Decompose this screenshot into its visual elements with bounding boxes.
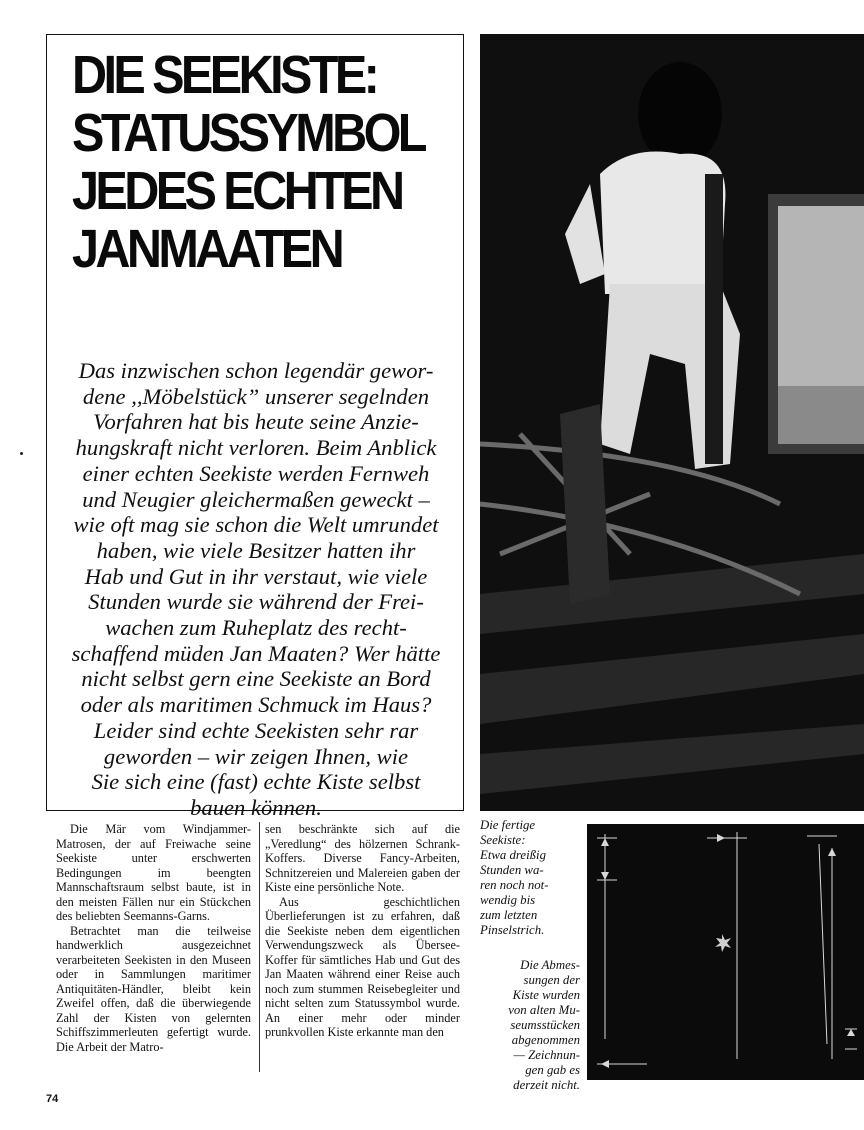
caption-line: abgenommen <box>511 1033 580 1047</box>
caption-line: Die fertige <box>480 818 536 832</box>
seekiste-photo <box>480 34 864 811</box>
page-number: 74 <box>46 1093 59 1105</box>
caption-line: wendig bis <box>480 893 536 907</box>
lead-line: bauen können. <box>190 794 322 820</box>
body-paragraph: Die Mär vom Windjammer-Matrosen, der auf Freiwache seine Seekiste unter erschwerten Bedingungen im beengten Mannschaftsraum selbst baute, ist in den meisten Fällen nur ein Stückchen des beliebten Seemanns-Garns. <box>56 822 251 923</box>
body-paragraph: sen beschränkte sich auf die „Veredlung“ des hölzernen Schrank-Koffers. Diverse Fancy-Arbeiten, Schnitzereien und Malereien gaben der Kiste eine persönliche Note. <box>265 822 460 894</box>
caption-line: — Zeichnun- <box>513 1048 580 1062</box>
body-paragraph: Aus geschichtlichen Überlieferungen ist zu erfahren, daß die Seekiste neben dem eigentlichen Verwendungszweck als Übersee-Koffer für sämtliches Hab und Gut des Jan Maaten während einer Reise auch noch zum stummen Reisebegleiter und nicht selten zum Statussymbol wurde. An einer mehr oder minder prunkvollen Kiste erkannte man den <box>265 894 460 1039</box>
body-column-2 <box>265 822 460 1040</box>
diagram-caption <box>490 958 580 1093</box>
lead-line: und Neugier gleichermaßen geweckt – <box>82 486 430 512</box>
lead-line: einer echten Seekiste werden Fernweh <box>82 460 430 486</box>
column-divider <box>259 822 260 1072</box>
lead-line: wachen zum Ruheplatz des recht- <box>105 615 407 641</box>
lead-line: dene ,,Möbelstück” unserer segelnden <box>82 383 430 409</box>
caption-line: seumsstücken <box>510 1018 580 1032</box>
lead-line: Vorfahren hat bis heute seine Anzie- <box>93 409 419 435</box>
caption-line: gen gab es <box>525 1063 580 1077</box>
headline-line: JEDES ECHTEN <box>72 161 402 221</box>
caption-line: Etwa dreißig <box>480 848 546 862</box>
caption-line: Seekiste: <box>480 833 526 847</box>
headline-line: DIE SEEKISTE: <box>72 45 377 105</box>
caption-line: ren noch not- <box>480 878 549 892</box>
caption-line: Pinselstrich. <box>480 923 545 937</box>
headline <box>72 46 423 278</box>
headline-line: JANMAATEN <box>72 219 342 279</box>
drawing-illustration <box>587 824 864 1080</box>
caption-line: derzeit nicht. <box>513 1078 580 1092</box>
lead-line: Sie sich eine (fast) echte Kiste selbst <box>91 769 421 795</box>
lead-line: oder als maritimen Schmuck im Haus? <box>80 692 432 718</box>
lead-paragraph <box>56 358 456 821</box>
photo-caption <box>480 818 580 938</box>
margin-dot <box>20 452 23 455</box>
caption-line: von alten Mu- <box>508 1003 580 1017</box>
caption-line: zum letzten <box>480 908 538 922</box>
lead-line: Hab und Gut in ihr verstaut, wie viele <box>84 563 428 589</box>
caption-line: sungen der <box>523 973 580 987</box>
lead-line: Stunden wurde sie während der Frei- <box>88 589 424 615</box>
lead-line: Das inzwischen schon legendär gewor- <box>78 358 434 383</box>
headline-line: STATUSSYMBOL <box>72 103 424 163</box>
lead-line: schaffend müden Jan Maaten? Wer hätte <box>71 640 441 666</box>
lead-line: nicht selbst gern eine Seekiste an Bord <box>81 666 431 692</box>
lead-line: wie oft mag sie schon die Welt umrundet <box>73 512 439 538</box>
photo-illustration <box>480 34 864 811</box>
body-paragraph: Betrachtet man die teilweise handwerklich ausgezeichnet verarbeiteten Seekisten in den Museen oder in Sammlungen maritimer Antiquitäten-Händler, bleibt kein Zweifel offen, daß die überwiegende Zahl der Kisten von gelernten Schiffszimmerleuten gefertigt wurde. Die Arbeit der Matro- <box>56 923 251 1054</box>
body-column-1 <box>56 822 251 1054</box>
lead-line: Leider sind echte Seekisten sehr rar <box>93 717 419 743</box>
lead-line: haben, wie viele Besitzer hatten ihr <box>96 537 416 563</box>
caption-line: Kiste wurden <box>512 988 580 1002</box>
caption-line: Stunden wa- <box>480 863 544 877</box>
caption-line: Die Abmes- <box>520 958 580 972</box>
lead-line: hungskraft nicht verloren. Beim Anblick <box>75 435 437 461</box>
dimension-drawing <box>587 824 864 1080</box>
lead-line: geworden – wir zeigen Ihnen, wie <box>103 743 409 769</box>
